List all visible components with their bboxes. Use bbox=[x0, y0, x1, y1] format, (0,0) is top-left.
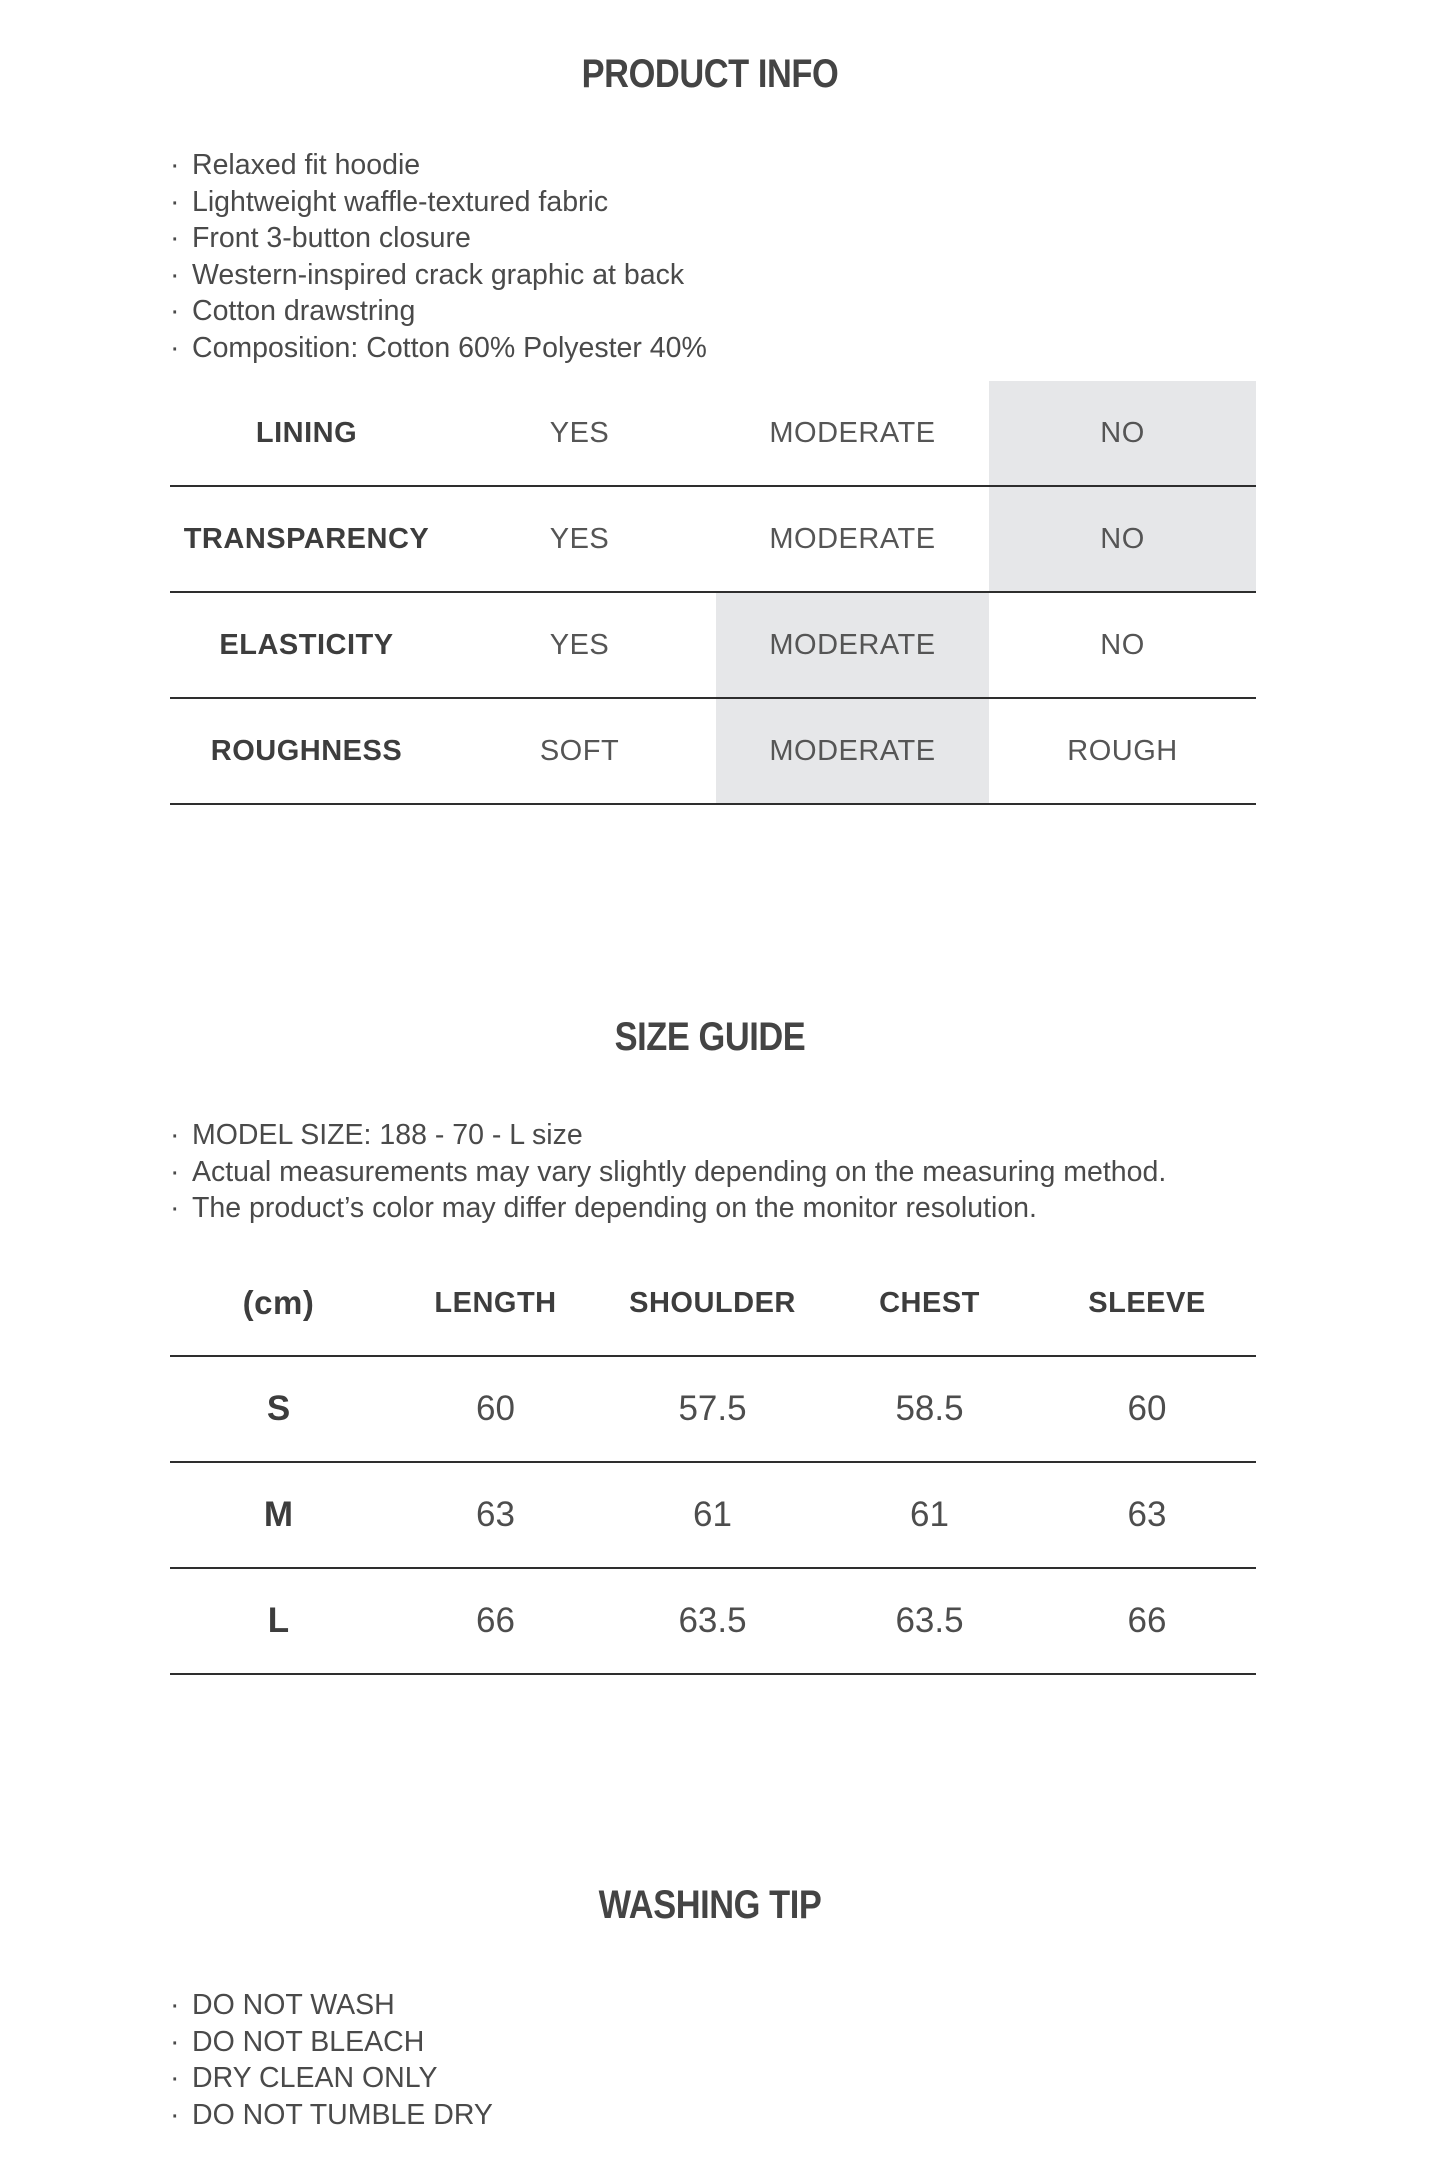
size-table bbox=[170, 1251, 1256, 1675]
property-row-transparency bbox=[170, 486, 1256, 592]
washing-tip-title: WASHING TIP bbox=[598, 1883, 822, 1927]
property-label: TRANSPARENCY bbox=[170, 486, 443, 592]
property-option: YES bbox=[443, 592, 716, 698]
list-item: · DO NOT TUMBLE DRY bbox=[170, 2097, 493, 2134]
unit-header: (cm) bbox=[170, 1251, 387, 1356]
list-item: · Western-inspired crack graphic at back bbox=[170, 257, 707, 294]
property-option-selected: MODERATE bbox=[716, 592, 989, 698]
length-header: LENGTH bbox=[387, 1251, 604, 1356]
measurement-cell: 63 bbox=[1038, 1462, 1256, 1568]
list-item: · Composition: Cotton 60% Polyester 40% bbox=[170, 330, 707, 367]
bullet-dot-icon: · bbox=[170, 295, 180, 327]
property-option-selected: NO bbox=[989, 486, 1256, 592]
property-row-elasticity bbox=[170, 592, 1256, 698]
measurement-cell: 58.5 bbox=[821, 1356, 1038, 1462]
property-option: YES bbox=[443, 381, 716, 486]
size-table-header-row bbox=[170, 1251, 1256, 1356]
property-option-selected: NO bbox=[989, 381, 1256, 486]
list-item: · Cotton drawstring bbox=[170, 293, 707, 330]
size-label: L bbox=[170, 1568, 387, 1674]
list-item: · DRY CLEAN ONLY bbox=[170, 2060, 493, 2097]
measurement-cell: 61 bbox=[821, 1462, 1038, 1568]
bullet-dot-icon: · bbox=[170, 1155, 180, 1188]
list-item: · Relaxed fit hoodie bbox=[170, 147, 707, 184]
bullet-dot-icon: · bbox=[170, 1989, 180, 2021]
property-label: ELASTICITY bbox=[170, 592, 443, 698]
sleeve-header: SLEEVE bbox=[1038, 1251, 1256, 1356]
measurement-cell: 60 bbox=[1038, 1356, 1256, 1462]
property-option: ROUGH bbox=[989, 698, 1256, 804]
product-info-list bbox=[170, 147, 707, 366]
size-guide-notes bbox=[170, 1117, 1166, 1227]
table-row bbox=[170, 1462, 1256, 1568]
list-item: · Actual measurements may vary slightly depending on the measuring method. bbox=[170, 1154, 1166, 1191]
measurement-cell: 63 bbox=[387, 1462, 604, 1568]
list-item: · Front 3-button closure bbox=[170, 220, 707, 257]
list-item: · DO NOT BLEACH bbox=[170, 2024, 493, 2061]
size-label: S bbox=[170, 1356, 387, 1462]
property-label: LINING bbox=[170, 381, 443, 486]
property-option: MODERATE bbox=[716, 486, 989, 592]
measurement-cell: 63.5 bbox=[821, 1568, 1038, 1674]
property-option: NO bbox=[989, 592, 1256, 698]
property-option: MODERATE bbox=[716, 381, 989, 486]
measurement-cell: 66 bbox=[1038, 1568, 1256, 1674]
bullet-dot-icon: · bbox=[170, 2062, 180, 2094]
measurement-cell: 63.5 bbox=[604, 1568, 821, 1674]
property-option-selected: MODERATE bbox=[716, 698, 989, 804]
measurement-cell: 66 bbox=[387, 1568, 604, 1674]
property-option: YES bbox=[443, 486, 716, 592]
bullet-dot-icon: · bbox=[170, 149, 180, 181]
size-guide-title: SIZE GUIDE bbox=[614, 1015, 806, 1059]
shoulder-header: SHOULDER bbox=[604, 1251, 821, 1356]
bullet-dot-icon: · bbox=[170, 331, 180, 364]
property-label: ROUGHNESS bbox=[170, 698, 443, 804]
property-row-roughness bbox=[170, 698, 1256, 804]
bullet-dot-icon: · bbox=[170, 185, 180, 218]
product-info-title: PRODUCT INFO bbox=[581, 52, 839, 96]
bullet-dot-icon: · bbox=[170, 222, 180, 254]
size-label: M bbox=[170, 1462, 387, 1568]
list-item: · MODEL SIZE: 188 - 70 - L size bbox=[170, 1117, 1166, 1154]
bullet-dot-icon: · bbox=[170, 2098, 180, 2131]
measurement-cell: 61 bbox=[604, 1462, 821, 1568]
table-row bbox=[170, 1568, 1256, 1674]
list-item: · Lightweight waffle-textured fabric bbox=[170, 184, 707, 221]
bullet-dot-icon: · bbox=[170, 258, 180, 291]
bullet-dot-icon: · bbox=[170, 2025, 180, 2058]
table-row bbox=[170, 1356, 1256, 1462]
washing-tip-list bbox=[170, 1987, 493, 2133]
chest-header: CHEST bbox=[821, 1251, 1038, 1356]
bullet-dot-icon: · bbox=[170, 1192, 180, 1224]
measurement-cell: 57.5 bbox=[604, 1356, 821, 1462]
list-item: · DO NOT WASH bbox=[170, 1987, 493, 2024]
fabric-properties-table bbox=[170, 381, 1256, 805]
measurement-cell: 60 bbox=[387, 1356, 604, 1462]
property-option: SOFT bbox=[443, 698, 716, 804]
property-row-lining bbox=[170, 381, 1256, 486]
list-item: · The product’s color may differ depending on the monitor resolution. bbox=[170, 1190, 1166, 1227]
bullet-dot-icon: · bbox=[170, 1119, 180, 1151]
